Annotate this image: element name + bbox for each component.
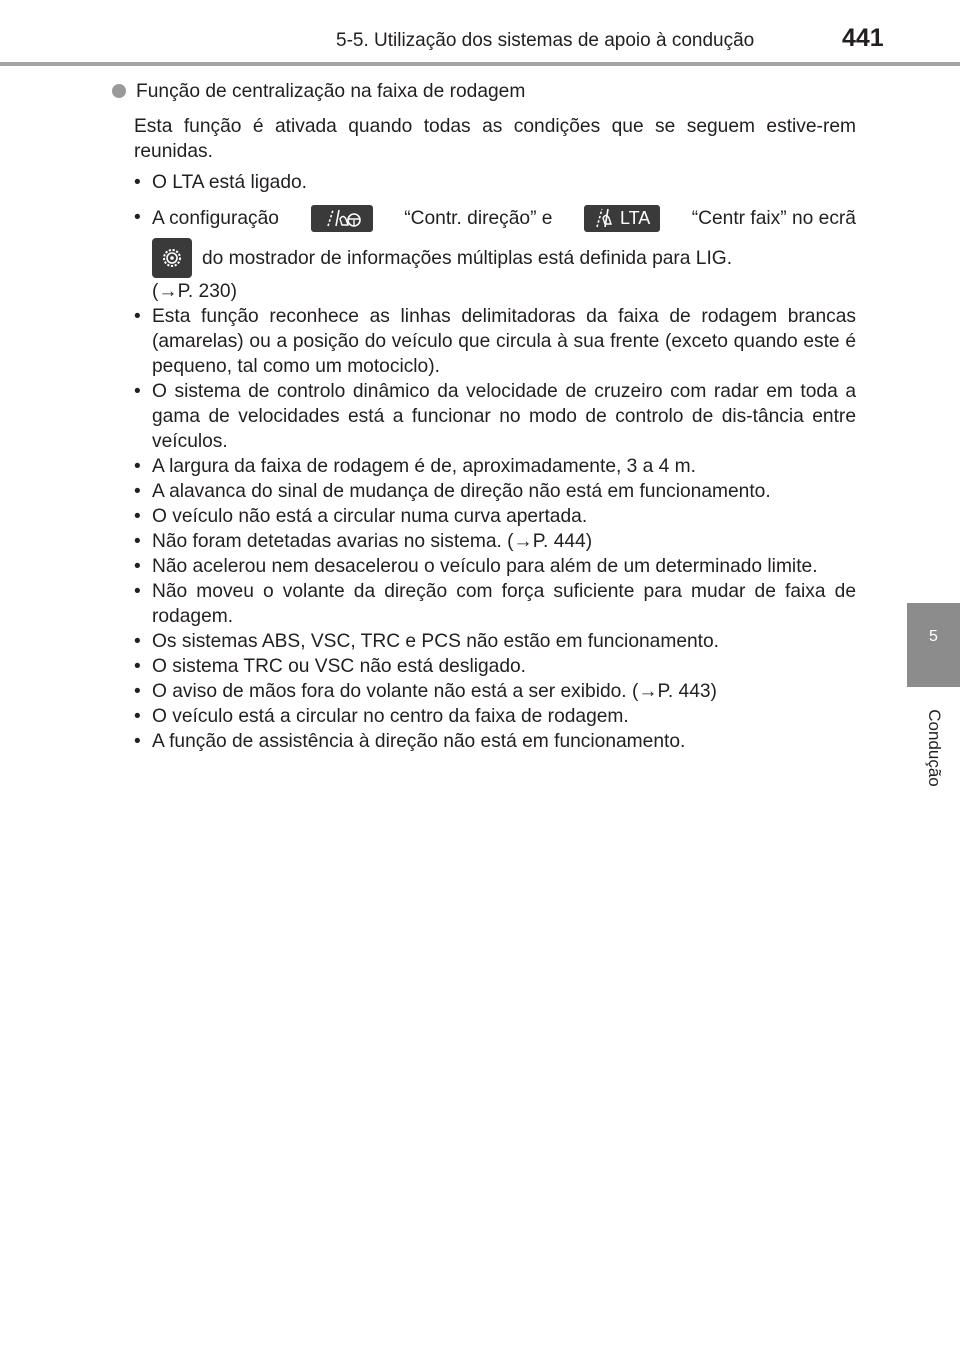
steering-assist-icon (311, 205, 373, 232)
page-reference: (→P. 230) (152, 281, 237, 302)
main-content (112, 78, 856, 754)
list-item: • A função de assistência à direção não está em funcionamento. (134, 731, 686, 752)
list-item: • Não moveu o volante da direção com força suficiente para mudar de faixa de rodagem. (134, 581, 856, 627)
bullet-circle-icon (112, 84, 126, 98)
lta-icon-label: LTA (619, 207, 651, 228)
conditions-list (134, 170, 856, 754)
header-divider (0, 62, 960, 66)
list-item: • Esta função reconhece as linhas delimitadoras da faixa de rodagem brancas (amarelas) ou a posição do veículo que circula à sua frente (exceto quando este é pequeno, tal como um motociclo). (134, 306, 856, 377)
list-item: • A alavanca do sinal de mudança de direção não está em funcionamento. (134, 481, 771, 502)
lta-icon (584, 205, 660, 232)
section-intro: Esta função é ativada quando todas as condições que se seguem estive-rem reunidas. (134, 116, 856, 162)
section-heading (112, 78, 856, 104)
list-item: • O aviso de mãos fora do volante não está a ser exibido. (→P. 443) (134, 681, 717, 702)
list-item: • A largura da faixa de rodagem é de, aproximadamente, 3 a 4 m. (134, 456, 696, 477)
list-item: • O sistema TRC ou VSC não está desligado. (134, 656, 526, 677)
list-item-settings: • A configuração “Contr. direção” e LTA “Centr faix” no ecrã do mostrador de informações múltiplas está definida para LIG. (→P. 230) (134, 203, 856, 304)
section-header-title: 5-5. Utilização dos sistemas de apoio à condução (336, 30, 755, 51)
list-item: • O veículo não está a circular numa curva apertada. (134, 506, 588, 527)
list-item: • O veículo está a circular no centro da faixa de rodagem. (134, 706, 629, 727)
list-item: • O LTA está ligado. (134, 172, 308, 193)
list-item: • Não acelerou nem desacelerou o veículo para além de um determinado limite. (134, 556, 818, 577)
list-item: • Não foram detetadas avarias no sistema. (→P. 444) (134, 531, 593, 552)
settings-gear-icon (152, 238, 192, 278)
list-item: • Os sistemas ABS, VSC, TRC e PCS não estão em funcionamento. (134, 631, 719, 652)
page-number: 441 (842, 24, 884, 52)
chapter-label: Condução (925, 709, 944, 787)
section-title: Função de centralização na faixa de rodagem (136, 80, 526, 102)
chapter-number: 5 (929, 628, 938, 645)
list-item: • O sistema de controlo dinâmico da velocidade de cruzeiro com radar em toda a gama de velocidades está a funcionar no modo de controlo de dis-tância entre veículos. (134, 381, 856, 452)
